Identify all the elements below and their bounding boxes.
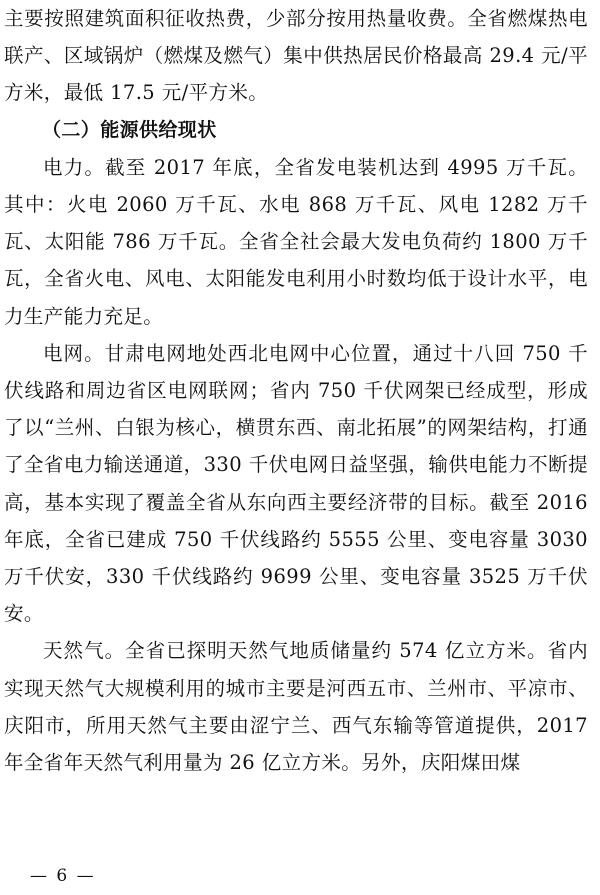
- section-heading-energy-supply: （二）能源供给现状: [42, 118, 217, 141]
- paragraph-power-grid: 电网。甘肃电网地处西北电网中心位置，通过十八回 750 千伏线路和周边省区电网联网；省内 750 千伏网架已经成型，形成了以“兰州、白银为核心，横贯东西、南北拓展”的网架结构，打通了全省电力输送通道，330 千伏电网日益坚强，输供电能力不断提高，基本实现了覆盖全省从东向西主要经济带的目标。截至 2016 年底，全省已建成 750 千伏线路约 5555 公里、变电容量 3030 万千伏安，330 千伏线路约 9699 公里、变电容量 3525 万千伏安。: [4, 341, 588, 626]
- paragraph-electricity: 电力。截至 2017 年底，全省发电装机达到 4995 万千瓦。其中：火电 2060 万千瓦、水电 868 万千瓦、风电 1282 万千瓦、太阳能 786 万千瓦。全省全社会最大发电负荷约 1800 万千瓦，全省火电、风电、太阳能发电利用小时数均低于设计水平，电力生产能力充足。: [4, 155, 588, 328]
- body-text: [4, 0, 588, 781]
- paragraph-natural-gas: 天然气。全省已探明天然气地质储量约 574 亿立方米。省内实现天然气大规模利用的城市主要是河西五市、兰州市、平凉市、庆阳市，所用天然气主要由涩宁兰、西气东输等管道提供，2017 年全省年天然气利用量为 26 亿立方米。另外，庆阳煤田煤: [4, 639, 588, 775]
- page-number: — 6 —: [30, 866, 96, 886]
- paragraph-heating-prices: 主要按照建筑面积征收热费，少部分按用热量收费。全省燃煤热电联产、区域锅炉（燃煤及燃气）集中供热居民价格最高 29.4 元/平方米，最低 17.5 元/平方米。: [4, 7, 588, 105]
